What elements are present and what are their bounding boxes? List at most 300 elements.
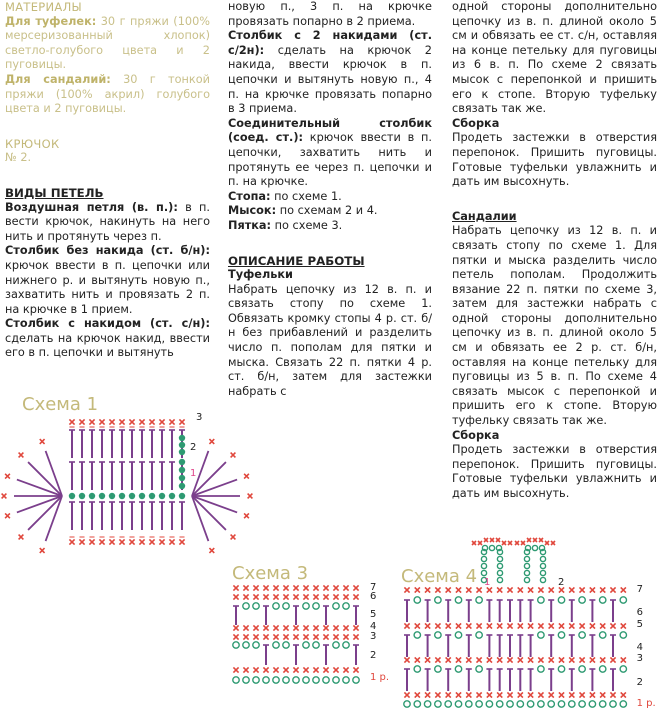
single-crochet-mark	[79, 419, 84, 424]
row-label: 3	[370, 631, 377, 642]
chain-dot-mark	[179, 442, 185, 448]
single-crochet-mark	[129, 539, 134, 544]
chain-stitch-mark	[517, 701, 523, 707]
single-crochet-mark	[549, 623, 554, 628]
single-crochet-mark	[446, 657, 451, 662]
single-crochet-mark	[283, 585, 288, 590]
single-crochet-mark	[19, 535, 24, 540]
chain-stitch-mark	[455, 701, 461, 707]
chain-stitch-mark	[497, 563, 502, 568]
row-label: 1 р.	[636, 698, 656, 709]
fan-stitch-mark	[28, 496, 62, 530]
scheme-4-diagram	[395, 530, 661, 717]
shoes-title	[228, 268, 432, 283]
single-crochet-mark	[600, 587, 605, 592]
single-crochet-mark	[569, 623, 574, 628]
single-crochet-mark	[487, 692, 492, 697]
stitch-text: новую п., 3 п. на крючке провязать попарно в 2 приема.	[228, 0, 432, 28]
chain-stitch-mark	[620, 632, 626, 638]
single-crochet-mark	[425, 623, 430, 628]
stitch-item-continued	[228, 0, 432, 29]
single-crochet-mark	[415, 657, 420, 662]
single-crochet-mark	[507, 587, 512, 592]
single-crochet-mark	[333, 585, 338, 590]
single-crochet-mark	[621, 623, 626, 628]
single-crochet-mark	[248, 494, 253, 499]
sandals-title	[452, 210, 657, 225]
chain-stitch-mark	[253, 642, 259, 648]
single-crochet-mark	[456, 587, 461, 592]
stitch-text: сделать на крючок 2 накида, ввести крючок в п. цепочки и вытянуть новую п., 4 п. на крючке провязать попарно в 3 приема.	[228, 43, 432, 116]
single-crochet-mark	[580, 623, 585, 628]
work-heading: ОПИСАНИЕ РАБОТЫ	[228, 253, 365, 268]
chain-stitch-mark	[489, 545, 494, 550]
chain-stitch-mark	[610, 701, 616, 707]
chain-stitch-mark	[486, 701, 492, 707]
chain-stitch-mark	[507, 701, 513, 707]
single-crochet-mark	[435, 623, 440, 628]
single-crochet-mark	[590, 657, 595, 662]
single-crochet-mark	[545, 541, 549, 545]
single-crochet-mark	[518, 657, 523, 662]
chain-stitch-mark	[435, 597, 441, 603]
stitch-label: Мысок:	[228, 204, 277, 218]
single-crochet-mark	[610, 657, 615, 662]
chain-dot-mark	[79, 493, 85, 499]
single-crochet-mark	[293, 585, 298, 590]
materials-shoes-text: 30 г пряжи (100% мерсеризованный хлопок) светло-голубого цвета и 2 пуговицы.	[5, 14, 210, 72]
chain-stitch-mark	[333, 603, 339, 609]
chain-stitch-mark	[540, 563, 545, 568]
single-crochet-mark	[89, 539, 94, 544]
single-crochet-mark	[415, 692, 420, 697]
single-crochet-mark	[159, 419, 164, 424]
single-crochet-mark	[99, 419, 104, 424]
single-crochet-mark	[233, 585, 238, 590]
chain-dot-mark	[179, 493, 185, 499]
scheme-1-marker-2: 2	[190, 442, 197, 453]
single-crochet-mark	[404, 623, 409, 628]
single-crochet-mark	[508, 541, 512, 545]
row-label: 7	[636, 584, 643, 595]
chain-stitch-mark	[273, 677, 279, 683]
single-crochet-mark	[515, 541, 519, 545]
single-crochet-mark	[313, 585, 318, 590]
stitches-heading: ВИДЫ ПЕТЕЛЬ	[5, 185, 104, 200]
single-crochet-mark	[40, 548, 45, 553]
single-crochet-mark	[179, 419, 184, 424]
chain-stitch-mark	[527, 701, 533, 707]
single-crochet-mark	[425, 587, 430, 592]
chain-stitch-mark	[476, 597, 482, 603]
single-crochet-mark	[273, 625, 278, 630]
single-crochet-mark	[590, 587, 595, 592]
single-crochet-mark	[233, 667, 238, 672]
single-crochet-mark	[244, 513, 249, 518]
single-crochet-mark	[343, 625, 348, 630]
single-crochet-mark	[109, 419, 114, 424]
single-crochet-mark	[466, 587, 471, 592]
single-crochet-mark	[273, 585, 278, 590]
single-crochet-mark	[497, 657, 502, 662]
single-crochet-mark	[528, 657, 533, 662]
chain-stitch-mark	[303, 603, 309, 609]
single-crochet-mark	[446, 587, 451, 592]
single-crochet-mark	[539, 538, 543, 542]
single-crochet-mark	[209, 439, 214, 444]
single-crochet-mark	[353, 667, 358, 672]
single-crochet-mark	[243, 625, 248, 630]
single-crochet-mark	[528, 623, 533, 628]
single-crochet-mark	[404, 657, 409, 662]
chain-stitch-mark	[313, 642, 319, 648]
fan-stitch-mark	[46, 496, 62, 541]
chain-stitch-mark	[481, 563, 486, 568]
scheme-3-title: Схема 3	[232, 563, 309, 584]
single-crochet-mark	[580, 692, 585, 697]
single-crochet-mark	[273, 634, 278, 639]
row-label: 1 р.	[370, 672, 390, 683]
single-crochet-mark	[549, 587, 554, 592]
single-crochet-mark	[478, 541, 482, 545]
chain-stitch-mark	[455, 632, 461, 638]
single-crochet-mark	[323, 594, 328, 599]
single-crochet-mark	[303, 585, 308, 590]
single-crochet-mark	[404, 587, 409, 592]
single-crochet-mark	[253, 667, 258, 672]
shoes-title-text: Туфельки	[228, 268, 293, 282]
chain-stitch-mark	[353, 677, 359, 683]
chain-stitch-mark	[579, 701, 585, 707]
single-crochet-mark	[5, 474, 10, 479]
chain-stitch-mark	[497, 577, 502, 582]
single-crochet-mark	[446, 692, 451, 697]
chain-stitch-mark	[333, 677, 339, 683]
single-crochet-mark	[518, 587, 523, 592]
chain-dot-mark	[179, 449, 185, 455]
single-crochet-mark	[293, 634, 298, 639]
single-crochet-mark	[149, 419, 154, 424]
single-crochet-mark	[435, 657, 440, 662]
single-crochet-mark	[323, 667, 328, 672]
single-crochet-mark	[487, 657, 492, 662]
single-crochet-mark	[253, 585, 258, 590]
stitch-text: по схеме 1.	[274, 189, 342, 203]
single-crochet-mark	[490, 538, 494, 542]
chain-dot-mark	[179, 475, 185, 481]
row-label: 5	[370, 609, 377, 620]
stitch-item	[5, 244, 210, 317]
chain-stitch-mark	[532, 545, 537, 550]
single-crochet-mark	[446, 623, 451, 628]
chain-stitch-mark	[414, 632, 420, 638]
chain-stitch-mark	[476, 666, 482, 672]
materials-sandals-text: 30 г тонкой пряжи (100% акрил) голубого цвета и 2 пуговицы.	[5, 72, 210, 116]
single-crochet-mark	[343, 634, 348, 639]
chain-stitch-mark	[600, 632, 606, 638]
single-crochet-mark	[528, 587, 533, 592]
chain-dot-mark	[179, 483, 185, 489]
chain-stitch-mark	[540, 570, 545, 575]
chain-dot-mark	[69, 493, 75, 499]
fan-stitch-mark	[192, 496, 208, 541]
single-crochet-mark	[233, 634, 238, 639]
row-label: 7	[370, 582, 377, 593]
chain-stitch-mark	[538, 701, 544, 707]
chain-stitch-mark	[524, 570, 529, 575]
single-crochet-mark	[169, 419, 174, 424]
single-crochet-mark	[610, 623, 615, 628]
chain-stitch-mark	[243, 642, 249, 648]
single-crochet-mark	[507, 692, 512, 697]
stitch-text: по схеме 3.	[274, 218, 343, 232]
row-label: 6	[370, 591, 377, 602]
chain-stitch-mark	[435, 666, 441, 672]
single-crochet-mark	[477, 623, 482, 628]
single-crochet-mark	[209, 548, 214, 553]
chain-stitch-mark	[481, 570, 486, 575]
chain-stitch-mark	[414, 666, 420, 672]
single-crochet-mark	[533, 538, 537, 542]
stitch-text: крючок ввести в п. цепочки или нижнего р. и вытянуть новую п., захватить нить и провязать 2 п. на крючке в 1 прием.	[5, 258, 210, 316]
chain-stitch-mark	[620, 666, 626, 672]
single-crochet-mark	[518, 623, 523, 628]
chain-stitch-mark	[233, 677, 239, 683]
stitch-label: Столбик с накидом (ст. с/н):	[5, 317, 210, 331]
chain-stitch-mark	[283, 642, 289, 648]
single-crochet-mark	[313, 625, 318, 630]
single-crochet-mark	[549, 657, 554, 662]
single-crochet-mark	[569, 692, 574, 697]
chain-stitch-mark	[343, 642, 349, 648]
single-crochet-mark	[343, 594, 348, 599]
chain-stitch-mark	[323, 677, 329, 683]
single-crochet-mark	[466, 623, 471, 628]
chain-stitch-mark	[303, 642, 309, 648]
single-crochet-mark	[477, 587, 482, 592]
single-crochet-mark	[313, 667, 318, 672]
row-label: 4	[370, 621, 377, 632]
single-crochet-mark	[404, 692, 409, 697]
chain-dot-mark	[149, 493, 155, 499]
single-crochet-mark	[487, 587, 492, 592]
single-crochet-mark	[19, 453, 24, 458]
single-crochet-mark	[333, 667, 338, 672]
scheme-3-diagram	[220, 555, 395, 695]
chain-stitch-mark	[524, 556, 529, 561]
single-crochet-mark	[425, 692, 430, 697]
single-crochet-mark	[244, 474, 249, 479]
single-crochet-mark	[313, 594, 318, 599]
single-crochet-mark	[425, 657, 430, 662]
single-crochet-mark	[333, 625, 338, 630]
single-crochet-mark	[415, 587, 420, 592]
chain-stitch-mark	[273, 603, 279, 609]
chain-dot-mark	[179, 435, 185, 441]
single-crochet-mark	[303, 667, 308, 672]
single-crochet-mark	[484, 538, 488, 542]
column-2	[228, 0, 432, 399]
chain-dot-mark	[139, 493, 145, 499]
stitch-text: сделать на крючок накид, ввести его в п. цепочки и вытянуть	[5, 331, 210, 360]
chain-stitch-mark	[558, 666, 564, 672]
single-crochet-mark	[283, 634, 288, 639]
materials-sandals-label: Для сандалий:	[5, 72, 111, 86]
single-crochet-mark	[263, 634, 268, 639]
chain-stitch-mark	[558, 701, 564, 707]
chain-stitch-mark	[497, 570, 502, 575]
fan-stitch-mark	[192, 496, 237, 512]
chain-stitch-mark	[313, 603, 319, 609]
chain-stitch-mark	[540, 556, 545, 561]
single-crochet-mark	[303, 594, 308, 599]
single-crochet-mark	[507, 657, 512, 662]
stitch-label: Соединительный столбик (соед. ст.):	[228, 116, 432, 145]
single-crochet-mark	[527, 538, 531, 542]
chain-stitch-mark	[569, 701, 575, 707]
chain-stitch-mark	[558, 632, 564, 638]
single-crochet-mark	[293, 594, 298, 599]
shoes-text: Набрать цепочку из 12 в. п. и связать стопу по схеме 1. Обвязать кромку стопы 4 р. ст. б/н без прибавлений и разделить число п. пополам для пятки и мыска. Связать 22 п. пятки 4 р. ст. б/н, затем для застежки набрать с	[228, 282, 432, 398]
scheme-1-diagram	[0, 390, 240, 540]
chain-stitch-mark	[579, 632, 585, 638]
chain-stitch-mark	[313, 677, 319, 683]
single-crochet-mark	[610, 692, 615, 697]
single-crochet-mark	[472, 541, 476, 545]
single-crochet-mark	[139, 539, 144, 544]
hook-value: № 2.	[5, 151, 32, 165]
single-crochet-mark	[69, 419, 74, 424]
single-crochet-mark	[497, 587, 502, 592]
fan-stitch-mark	[28, 462, 62, 496]
column-3	[452, 0, 657, 502]
chain-stitch-mark	[293, 677, 299, 683]
single-crochet-mark	[69, 539, 74, 544]
chain-stitch-mark	[540, 577, 545, 582]
chain-stitch-mark	[303, 677, 309, 683]
assembly-title: Сборка	[452, 116, 500, 130]
single-crochet-mark	[313, 634, 318, 639]
single-crochet-mark	[263, 585, 268, 590]
chain-stitch-mark	[243, 603, 249, 609]
chain-stitch-mark	[497, 556, 502, 561]
single-crochet-mark	[99, 539, 104, 544]
single-crochet-mark	[283, 625, 288, 630]
sandals-text: Набрать цепочку из 12 в. п. и связать стопу по схеме 1. Для пятки и мыска разделить число петель пополам. Продолжить вязание 22 п. пятки по схеме 3, затем для застежки набрать с одной стороны дополнительно цепочку из в. п. длиной около 5 см и обвязать ее 2 р. ст. б/н, оставляя на конце петельку для пуговицы из 5 в. п. По схеме 4 связать мысок с перепонкой и пришить его к стопе. Вторую туфельку связать так же.	[452, 224, 657, 428]
single-crochet-mark	[303, 625, 308, 630]
single-crochet-mark	[502, 541, 506, 545]
single-crochet-mark	[456, 692, 461, 697]
chain-stitch-mark	[589, 701, 595, 707]
single-crochet-mark	[621, 692, 626, 697]
single-crochet-mark	[273, 594, 278, 599]
stitch-label: Стопа:	[228, 189, 271, 203]
single-crochet-mark	[293, 667, 298, 672]
fan-stitch-mark	[17, 480, 62, 496]
chain-stitch-mark	[524, 563, 529, 568]
chain-stitch-mark	[538, 632, 544, 638]
chain-stitch-mark	[558, 597, 564, 603]
single-crochet-mark	[139, 419, 144, 424]
chain-stitch-mark	[445, 701, 451, 707]
chain-stitch-mark	[273, 642, 279, 648]
chain-stitch-mark	[579, 666, 585, 672]
single-crochet-mark	[129, 419, 134, 424]
stitch-label: Воздушная петля (в. п.):	[5, 200, 178, 214]
chain-stitch-mark	[435, 632, 441, 638]
scheme-4-title: Схема 4	[401, 566, 478, 587]
single-crochet-mark	[333, 594, 338, 599]
single-crochet-mark	[353, 594, 358, 599]
single-crochet-mark	[559, 657, 564, 662]
single-crochet-mark	[283, 667, 288, 672]
chain-stitch-mark	[466, 701, 472, 707]
stitch-label: Столбик с 2 накидами (ст. с/2н):	[228, 29, 432, 57]
chain-stitch-mark	[600, 701, 606, 707]
single-crochet-mark	[580, 587, 585, 592]
single-crochet-mark	[40, 439, 45, 444]
shoes-assembly-text: Продеть застежки в отверстия перепонок. Пришить пуговицы. Готовые туфельки увлажнить и дать им высохнуть.	[452, 131, 657, 189]
single-crochet-mark	[569, 587, 574, 592]
single-crochet-mark	[538, 692, 543, 697]
chain-stitch-mark	[414, 701, 420, 707]
chain-stitch-mark	[243, 677, 249, 683]
chain-stitch-mark	[476, 701, 482, 707]
single-crochet-mark	[89, 419, 94, 424]
chain-stitch-mark	[263, 677, 269, 683]
fan-stitch-mark	[192, 462, 226, 496]
sandals-assembly-text: Продеть застежки в отверстия перепонок. Пришить пуговицы. Готовые туфельки увлажнить и дать им высохнуть.	[452, 443, 657, 500]
single-crochet-mark	[323, 625, 328, 630]
chain-stitch-mark	[253, 603, 259, 609]
single-crochet-mark	[477, 657, 482, 662]
single-crochet-mark	[343, 585, 348, 590]
stitch-text: по схемам 2 и 4.	[279, 204, 378, 218]
single-crochet-mark	[621, 657, 626, 662]
single-crochet-mark	[119, 419, 124, 424]
chain-stitch-mark	[538, 597, 544, 603]
materials-shoes-label: Для туфелек:	[5, 14, 97, 28]
single-crochet-mark	[600, 692, 605, 697]
single-crochet-mark	[528, 692, 533, 697]
chain-stitch-mark	[455, 597, 461, 603]
stitch-item	[5, 201, 210, 245]
chain-stitch-mark	[579, 597, 585, 603]
chain-stitch-mark	[497, 701, 503, 707]
row-label: 5	[636, 619, 643, 630]
single-crochet-mark	[243, 594, 248, 599]
single-crochet-mark	[496, 538, 500, 542]
single-crochet-mark	[343, 667, 348, 672]
chain-stitch-mark	[600, 597, 606, 603]
single-crochet-mark	[580, 657, 585, 662]
single-crochet-mark	[610, 587, 615, 592]
single-crochet-mark	[233, 625, 238, 630]
chain-dot-mark	[179, 459, 185, 465]
shoes-assembly-title	[452, 117, 657, 132]
single-crochet-mark	[497, 692, 502, 697]
single-crochet-mark	[119, 539, 124, 544]
single-crochet-mark	[538, 623, 543, 628]
single-crochet-mark	[333, 634, 338, 639]
materials-sandals	[5, 73, 210, 117]
single-crochet-mark	[243, 634, 248, 639]
stitch-item	[5, 317, 210, 361]
single-crochet-mark	[253, 634, 258, 639]
single-crochet-mark	[551, 541, 555, 545]
single-crochet-mark	[263, 667, 268, 672]
single-crochet-mark	[621, 587, 626, 592]
